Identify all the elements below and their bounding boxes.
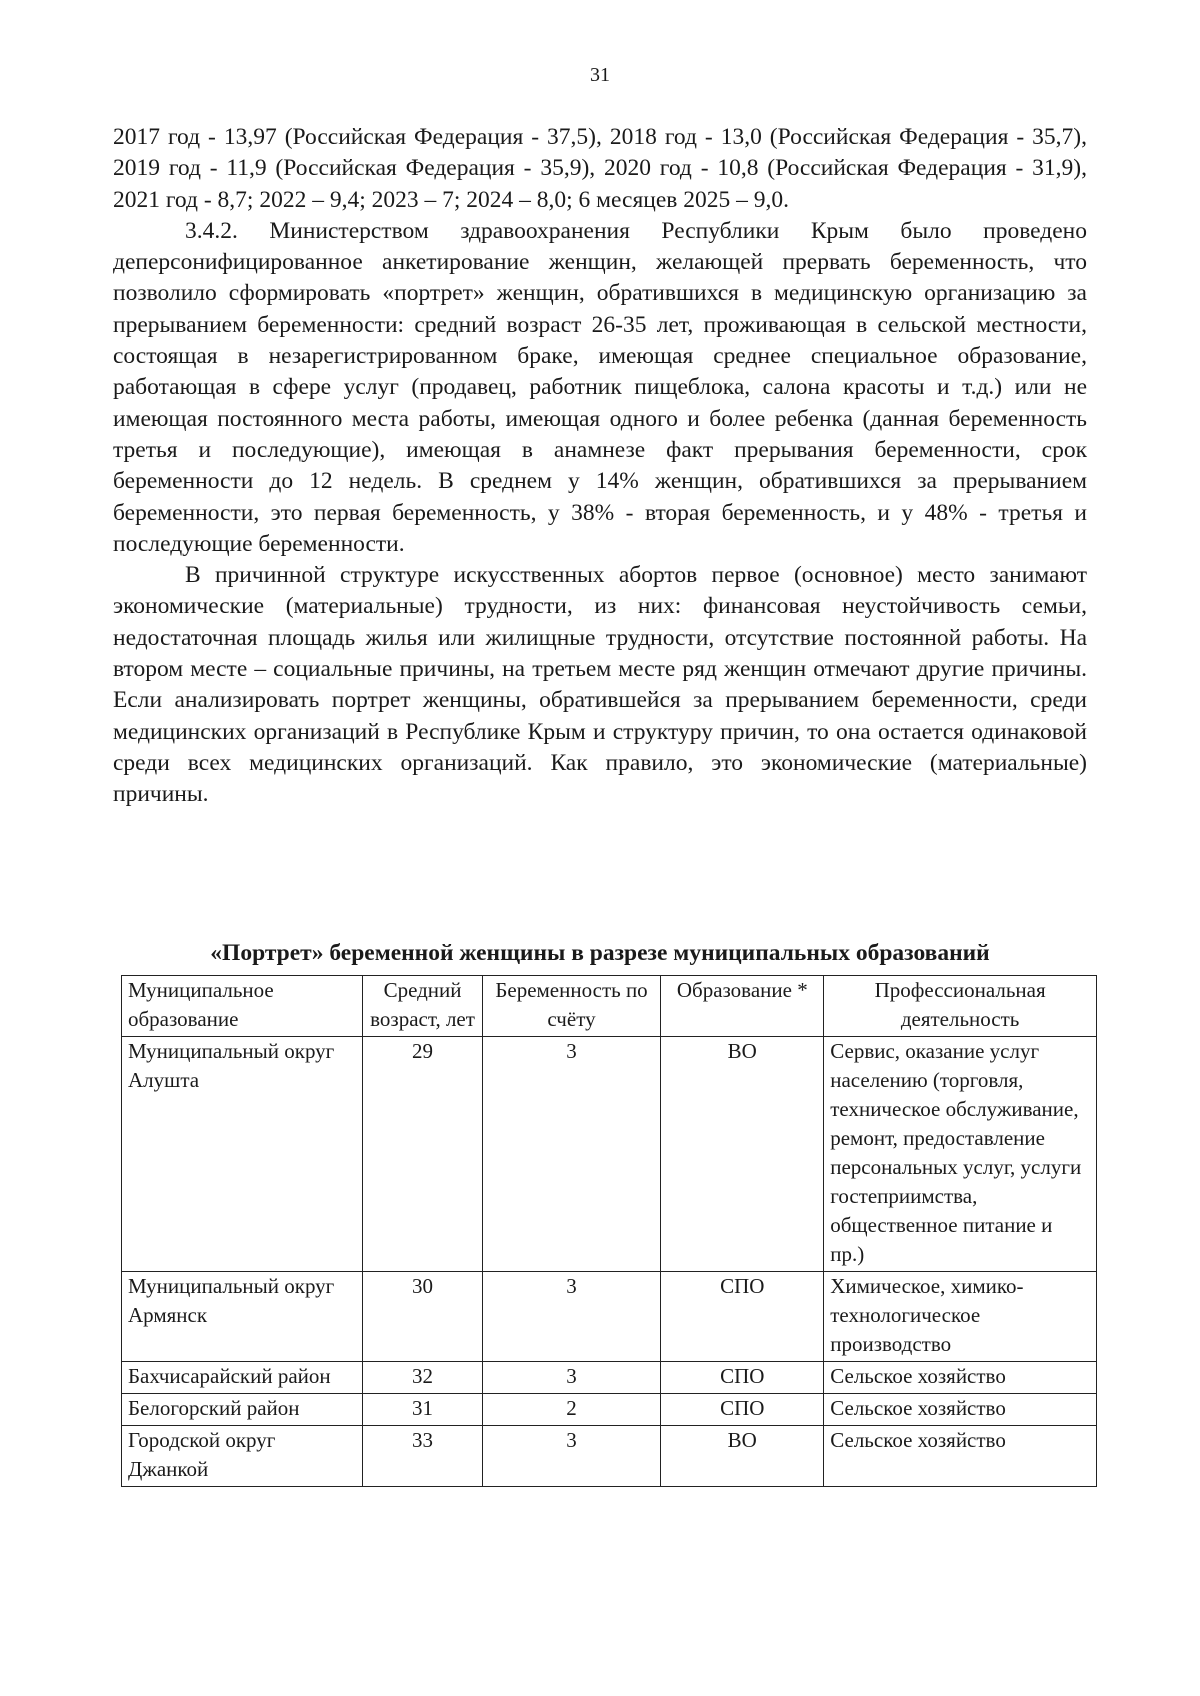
- header-profession: Профессиональная деятельность: [824, 976, 1097, 1037]
- cell-pregnancy: 3: [482, 1037, 661, 1272]
- cell-pregnancy: 3: [482, 1272, 661, 1362]
- body-text: [113, 122, 1087, 811]
- cell-education: ВО: [661, 1037, 824, 1272]
- cell-pregnancy: 2: [482, 1394, 661, 1426]
- header-education: Образование *: [661, 976, 824, 1037]
- cell-municipality: Муниципальный округ Армянск: [122, 1272, 363, 1362]
- header-municipality: Муниципальное образование: [122, 976, 363, 1037]
- paragraph-survey: 3.4.2. Министерством здравоохранения Республики Крым было проведено деперсонифицированное анкетирование женщин, желающей прервать беременность, что позволило сформировать «портрет» женщин, обратившихся в медицинскую организацию за прерыванием беременности: средний возраст 26-35 лет, проживающая в сельской местности, состоящая в незарегистрированном браке, имеющая среднее специальное образование, работающая в сфере услуг (продавец, работник пищеблока, салона красоты и т.д.) или не имеющая постоянного места работы, имеющая одного и более ребенка (данная беременность третья и последующие), имеющая в анамнезе факт прерывания беременности, срок беременности до 12 недель. В среднем у 14% женщин, обратившихся за прерыванием беременности, это первая беременность, у 38% - вторая беременность, и у 48% - третья и последующие беременности.: [113, 217, 1087, 557]
- cell-education: СПО: [661, 1362, 824, 1394]
- cell-municipality: Муниципальный округ Алушта: [122, 1037, 363, 1272]
- table-title: «Портрет» беременной женщины в разрезе муниципальных образований: [210, 940, 990, 966]
- cell-profession: Сельское хозяйство: [824, 1394, 1097, 1426]
- cell-profession: Сельское хозяйство: [824, 1362, 1097, 1394]
- portrait-table: [121, 975, 1097, 1487]
- cell-age: 33: [363, 1426, 482, 1487]
- table-row: [122, 1426, 1097, 1487]
- table-row: [122, 1394, 1097, 1426]
- header-pregnancy: Беременность по счёту: [482, 976, 661, 1037]
- cell-profession: Химическое, химико-технологическое производство: [824, 1272, 1097, 1362]
- cell-age: 32: [363, 1362, 482, 1394]
- table-row: [122, 1362, 1097, 1394]
- cell-age: 29: [363, 1037, 482, 1272]
- cell-municipality: Городской округ Джанкой: [122, 1426, 363, 1487]
- header-age: Средний возраст, лет: [363, 976, 482, 1037]
- cell-profession: Сервис, оказание услуг населению (торговля, техническое обслуживание, ремонт, предоставление персональных услуг, услуги гостеприимства, общественное питание и пр.): [824, 1037, 1097, 1272]
- cell-municipality: Белогорский район: [122, 1394, 363, 1426]
- table-header-row: [122, 976, 1097, 1037]
- cell-age: 30: [363, 1272, 482, 1362]
- cell-education: ВО: [661, 1426, 824, 1487]
- cell-municipality: Бахчисарайский район: [122, 1362, 363, 1394]
- cell-age: 31: [363, 1394, 482, 1426]
- page-number: 31: [590, 64, 610, 86]
- cell-education: СПО: [661, 1394, 824, 1426]
- table-row: [122, 1272, 1097, 1362]
- cell-pregnancy: 3: [482, 1362, 661, 1394]
- cell-pregnancy: 3: [482, 1426, 661, 1487]
- cell-education: СПО: [661, 1272, 824, 1362]
- paragraph-causes: В причинной структуре искусственных абортов первое (основное) место занимают экономические (материальные) трудности, из них: финансовая неустойчивость семьи, недостаточная площадь жилья или жилищные трудности, отсутствие постоянной работы. На втором месте – социальные причины, на третьем месте ряд женщин отмечают другие причины. Если анализировать портрет женщины, обратившейся за прерыванием беременности, среди медицинских организаций в Республике Крым и структуру причин, то она остается одинаковой среди всех медицинских организаций. Как правило, это экономические (материальные) причины.: [113, 562, 1087, 808]
- cell-profession: Сельское хозяйство: [824, 1426, 1097, 1487]
- table-row: [122, 1037, 1097, 1272]
- paragraph-statistics: 2017 год - 13,97 (Российская Федерация - 37,5), 2018 год - 13,0 (Российская Федерация - 35,7), 2019 год - 11,9 (Российская Федерация - 35,9), 2020 год - 10,8 (Российская Федерация - 31,9), 2021 год - 8,7; 2022 – 9,4; 2023 – 7; 2024 – 8,0; 6 месяцев 2025 – 9,0.: [113, 124, 1087, 213]
